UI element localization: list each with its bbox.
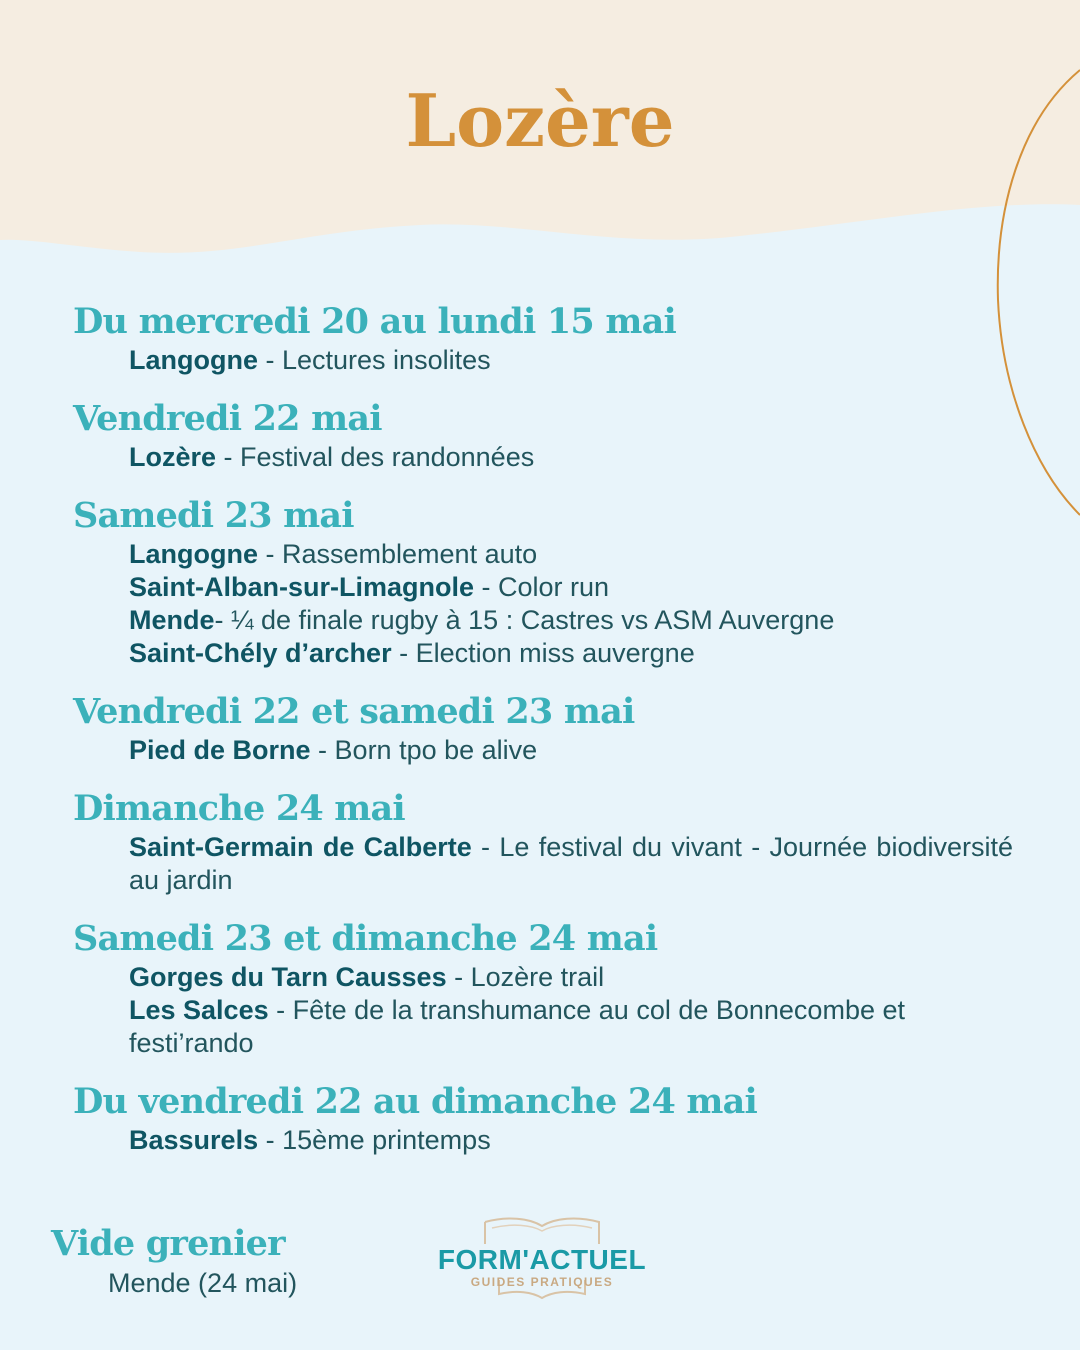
event-description: - Rassemblement auto	[258, 539, 538, 569]
event-description: - 15ème printemps	[258, 1125, 491, 1155]
event-entry	[129, 734, 1013, 767]
event-description: - ¼ de finale rugby à 15 : Castres vs ASM Auvergne	[214, 605, 835, 635]
events-list	[73, 300, 1013, 1177]
event-place: Les Salces	[129, 995, 269, 1025]
event-description: - Election miss auvergne	[391, 638, 695, 668]
vide-grenier-section	[51, 1222, 297, 1300]
event-place: Saint-Chély d’archer	[129, 638, 392, 668]
event-section	[73, 397, 1013, 474]
section-heading: Samedi 23 et dimanche 24 mai	[73, 918, 658, 959]
section-heading: Dimanche 24 mai	[73, 788, 405, 829]
event-entry	[129, 994, 1013, 1060]
section-heading: Du mercredi 20 au lundi 15 mai	[73, 301, 676, 342]
event-description: - Born tpo be alive	[310, 735, 538, 765]
event-place: Pied de Borne	[129, 735, 311, 765]
event-section	[73, 1080, 1013, 1157]
event-entry	[129, 538, 1013, 571]
formactuel-logo	[437, 1214, 647, 1304]
page-title: Lozère	[405, 78, 675, 163]
vide-grenier-entry: Mende (24 mai)	[108, 1268, 298, 1298]
event-description: - Color run	[474, 572, 610, 602]
section-heading: Vendredi 22 et samedi 23 mai	[73, 691, 635, 732]
event-place: Saint-Germain de Calberte	[129, 832, 472, 862]
section-heading: Samedi 23 mai	[73, 495, 354, 536]
event-entry	[129, 831, 1013, 897]
section-heading: Vendredi 22 mai	[73, 398, 382, 439]
event-entry	[129, 571, 1013, 604]
logo-tagline: GUIDES PRATIQUES	[470, 1275, 614, 1289]
event-place: Lozère	[129, 442, 217, 472]
event-place: Langogne	[129, 345, 258, 375]
event-entry	[129, 1124, 1013, 1157]
event-entry	[129, 961, 1013, 994]
event-place: Langogne	[129, 539, 258, 569]
event-section	[73, 300, 1013, 377]
event-entry	[129, 637, 1013, 670]
event-description: - Le festival du vivant - Journée biodiversité au jardin	[129, 832, 1013, 895]
event-place: Bassurels	[129, 1125, 259, 1155]
event-place: Saint-Alban-sur-Limagnole	[129, 572, 475, 602]
event-entry	[129, 344, 1013, 377]
section-heading: Du vendredi 22 au dimanche 24 mai	[73, 1081, 758, 1122]
logo-wordmark: FORM'ACTUEL	[437, 1244, 647, 1275]
event-place: Mende	[129, 605, 215, 635]
event-description: - Lozère trail	[446, 962, 605, 992]
event-description: - Fête de la transhumance au col de Bonnecombe et festi’rando	[129, 995, 905, 1058]
event-section	[73, 494, 1013, 670]
vide-grenier-heading: Vide grenier	[51, 1223, 285, 1264]
event-entry	[129, 441, 1013, 474]
event-description: - Lectures insolites	[258, 345, 491, 375]
event-section	[73, 690, 1013, 767]
event-description: - Festival des randonnées	[216, 442, 535, 472]
event-place: Gorges du Tarn Causses	[129, 962, 447, 992]
event-section	[73, 787, 1013, 897]
event-entry	[129, 604, 1013, 637]
event-section	[73, 917, 1013, 1060]
